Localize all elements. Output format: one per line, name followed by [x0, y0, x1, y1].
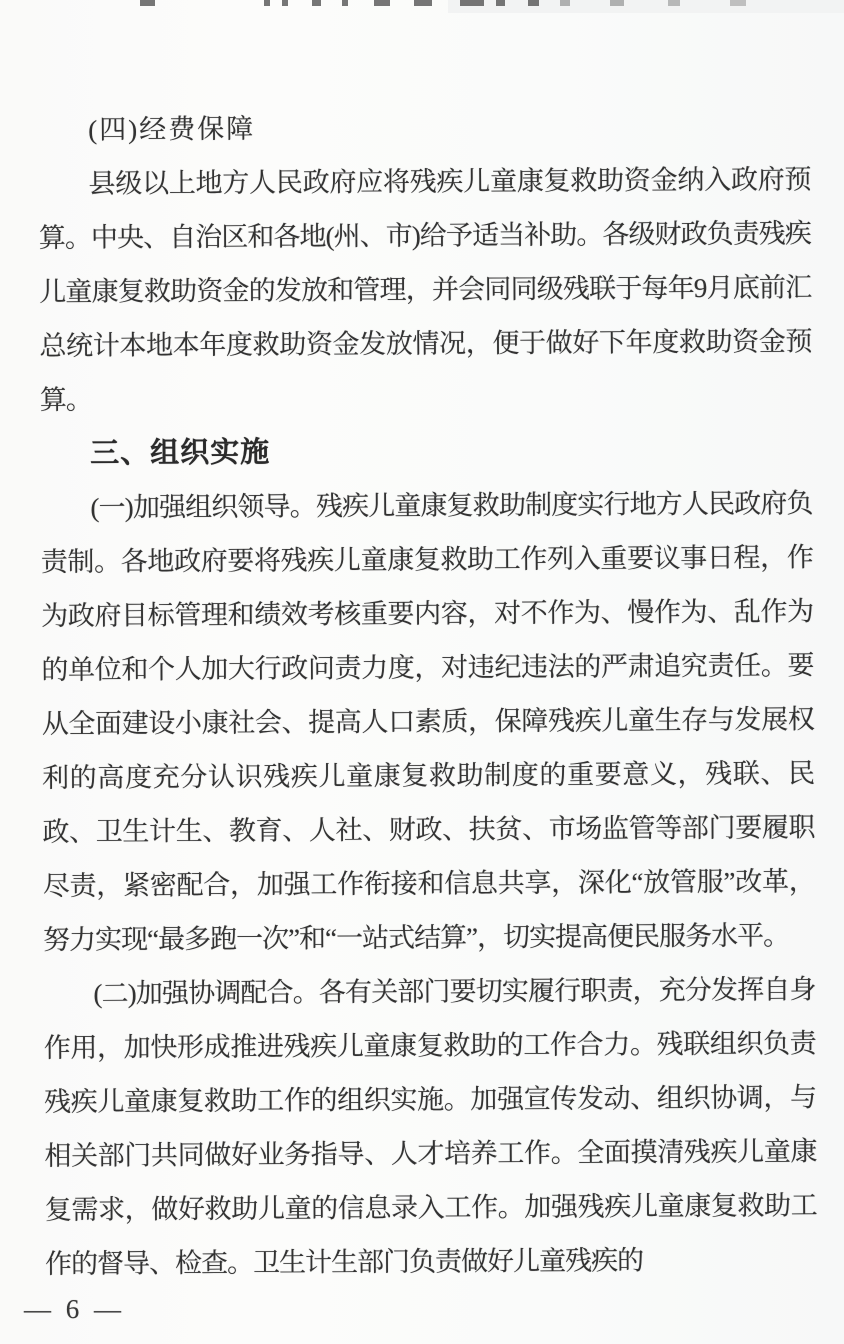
- page-number: — 6 —: [24, 1294, 125, 1324]
- scan-artifact-mark: [730, 0, 746, 6]
- scan-artifact-mark: [528, 0, 539, 6]
- scan-artifact-mark: [414, 0, 432, 6]
- paragraph-strengthen-coordination: (二)加强协调配合。各有关部门要切实履行职责，充分发挥自身作用，加快形成推进残疾儿童康复救助的工作合力。残联组织负责残疾儿童康复救助工作的组织实施。加强宣传发动、组织协调，与相关部门共同做好业务指导、人才培养工作。全面摸清残疾儿童康复需求，做好救助儿童的信息录入工作。加强残疾儿童康复救助工作的督导、检查。卫生计生部门负责做好儿童残疾的: [43, 974, 817, 1279]
- scan-artifact-mark: [610, 0, 624, 6]
- scan-artifact-mark: [496, 0, 505, 6]
- scan-artifact-top-band: [448, 0, 844, 13]
- scan-artifact-mark: [312, 0, 321, 6]
- scan-artifact-mark: [668, 0, 680, 6]
- scan-artifact-mark: [374, 0, 390, 6]
- paragraph-strengthen-leadership: (一)加强组织领导。残疾儿童康复救助制度实行地方人民政府负责制。各地政府要将残疾儿童康复救助工作列入重要议事日程，作为政府目标管理和绩效考核重要内容，对不作为、慢作为、乱作为的单位和个人加大行政问责力度，对违纪违法的严肃追究责任。要从全面建设小康社会、提高人口素质，保障残疾儿童生存与发展权利的高度充分认识残疾儿童康复救助制度的重要意义，残联、民政、卫生计生、教育、人社、财政、扶贫、市场监管等部门要履职尽责，紧密配合，加强工作衔接和信息共享，深化“放管服”改革，努力实现“最多跑一次”和“一站式结算”，切实提高便民服务水平。: [40, 488, 815, 955]
- scan-artifact-mark: [140, 0, 155, 6]
- section-subheading-funding-guarantee: (四)经费保障: [88, 113, 256, 145]
- scan-artifact-mark: [282, 0, 288, 6]
- paragraph-funding-budget: 县级以上地方人民政府应将残疾儿童康复救助资金纳入政府预算。中央、自治区和各地(州、市)给予适当补助。各级财政负责残疾儿童康复救助资金的发放和管理，并会同同级残联于每年9月底前汇总统计本地本年度救助资金发放情况，便于做好下年度救助资金预算。: [38, 164, 812, 415]
- scan-artifact-mark: [342, 0, 348, 6]
- scan-artifact-mark: [460, 0, 484, 6]
- document-body: [38, 98, 817, 1291]
- scan-artifact-mark: [560, 0, 570, 6]
- section-heading-organization-implementation: 三、组织实施: [90, 436, 271, 470]
- scan-artifact-mark: [264, 0, 270, 6]
